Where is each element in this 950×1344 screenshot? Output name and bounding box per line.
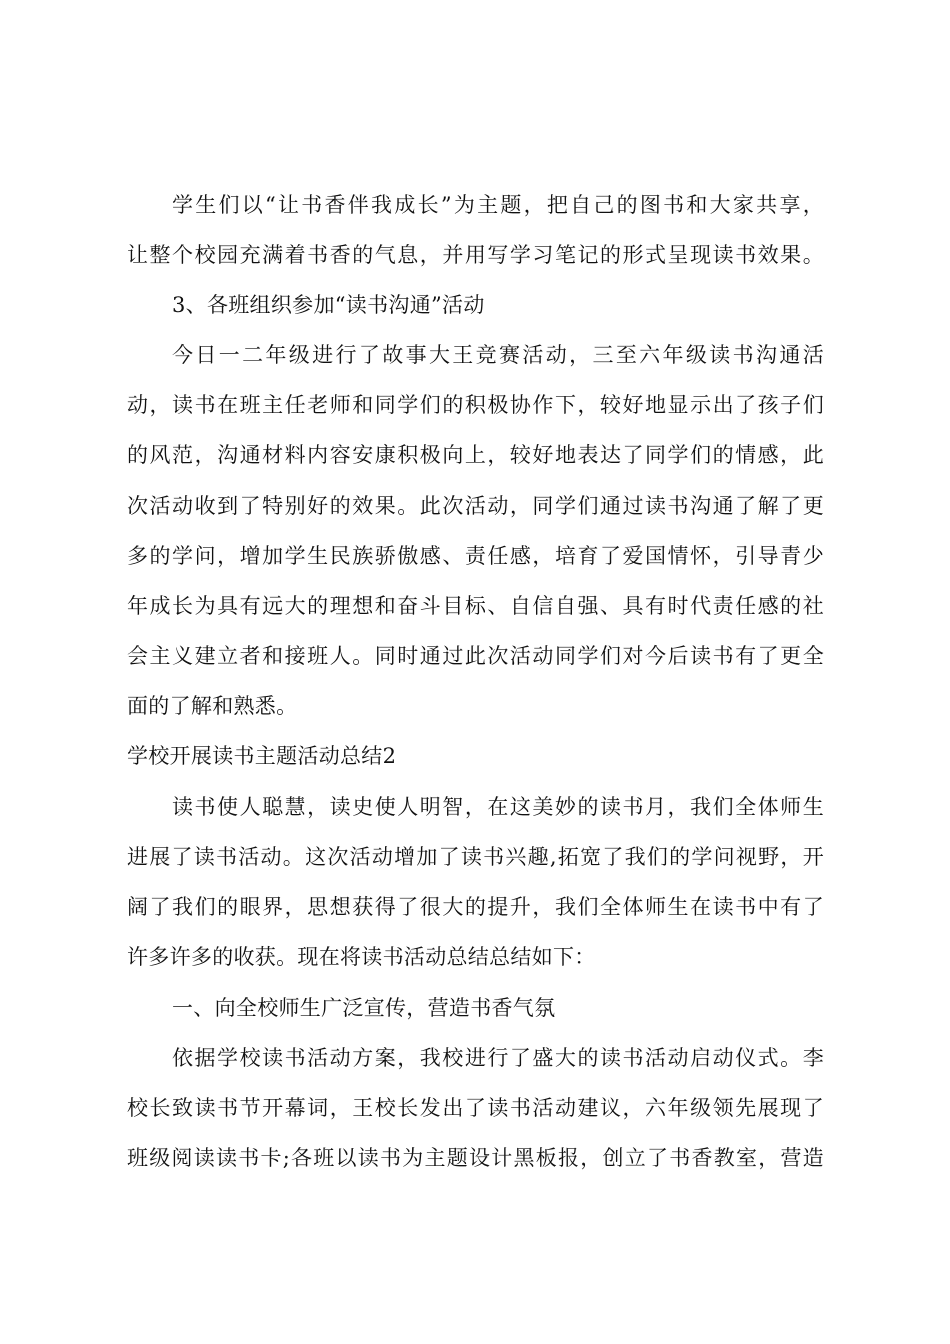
text-line: 读书使人聪慧，读史使人明智，在这美妙的读书月，我们全体师生 [172,795,824,819]
section-heading: 一、向全校师生广泛宣传，营造书香气氛 [172,996,556,1020]
text-line: 许多许多的收获。现在将读书活动总结总结如下： [127,945,596,969]
text-line: 的风范，沟通材料内容安康积极向上，较好地表达了同学们的情感，此 [127,443,824,467]
text-line: 进展了读书活动。这次活动增加了读书兴趣,拓宽了我们的学问视野，开 [127,845,824,869]
text-line: 今日一二年级进行了故事大王竞赛活动，三至六年级读书沟通活 [172,343,824,367]
text-line: 动，读书在班主任老师和同学们的积极协作下，较好地显示出了孩子们 [127,393,824,417]
text-line: 会主义建立者和接班人。同时通过此次活动同学们对今后读书有了更全 [127,644,824,668]
text-line: 阔了我们的眼界，思想获得了很大的提升，我们全体师生在读书中有了 [127,895,824,919]
text-line: 多的学问，增加学生民族骄傲感、责任感，培育了爱国情怀，引导青少 [127,544,824,568]
text-line: 校长致读书节开幕词，王校长发出了读书活动建议，六年级领先展现了 [127,1096,824,1120]
text-line: 面的了解和熟悉。 [127,694,298,718]
section-heading: 3、各班组织参加“读书沟通”活动 [172,293,485,317]
text-line: 班级阅读读书卡;各班以读书为主题设计黑板报，创立了书香教室，营造 [127,1146,824,1170]
document-title: 学校开展读书主题活动总结2 [127,744,397,768]
text-line: 次活动收到了特别好的效果。此次活动，同学们通过读书沟通了解了更 [127,494,824,518]
text-line: 依据学校读书活动方案，我校进行了盛大的读书活动启动仪式。李 [172,1046,824,1070]
text-line: 年成长为具有远大的理想和奋斗目标、自信自强、具有时代责任感的社 [127,594,824,618]
text-line: 学生们以“让书香伴我成长”为主题，把自己的图书和大家共享， [172,193,824,217]
text-line: 让整个校园充满着书香的气息，并用写学习笔记的形式呈现读书效果。 [127,243,824,267]
